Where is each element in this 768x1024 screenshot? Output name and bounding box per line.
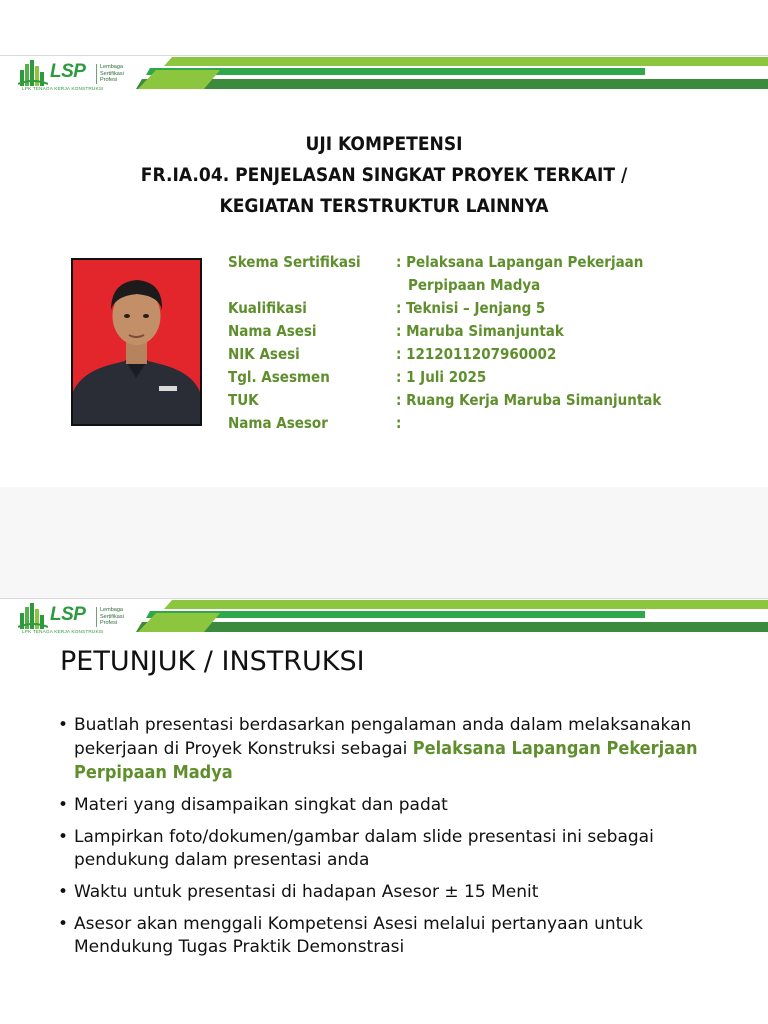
field-value-line: Perpipaan Madya bbox=[408, 276, 541, 294]
slide-1 bbox=[0, 55, 768, 487]
title-line: UJI KOMPETENSI bbox=[305, 133, 463, 155]
field-label: TUK bbox=[228, 391, 259, 409]
field-value: : 1 Juli 2025 bbox=[396, 368, 487, 386]
slide-title bbox=[0, 129, 768, 222]
field-label: NIK Asesi bbox=[228, 345, 300, 363]
logo-wordmark: LSP bbox=[50, 604, 86, 625]
instruction-list bbox=[58, 714, 718, 968]
field-value: : Teknisi – Jenjang 5 bbox=[396, 299, 546, 317]
field-value: : Ruang Kerja Maruba Simanjuntak bbox=[396, 391, 662, 409]
list-item: • Materi yang disampaikan singkat dan padat bbox=[58, 794, 718, 817]
list-item bbox=[58, 714, 718, 785]
logo-sub-line: Profesi bbox=[100, 620, 118, 626]
field-label: Nama Asesi bbox=[228, 322, 317, 340]
field-label: Tgl. Asesmen bbox=[228, 368, 330, 386]
field-value: : 1212011207960002 bbox=[396, 345, 557, 363]
candidate-photo bbox=[71, 258, 202, 426]
logo-wordmark: LSP bbox=[50, 61, 86, 82]
list-item-text: Buatlah presentasi berdasarkan pengalaman anda dalam melaksanakan pekerjaan di Proyek Konstruksi sebagai bbox=[74, 715, 692, 759]
field-label: Nama Asesor bbox=[228, 414, 328, 432]
header-stripes bbox=[0, 598, 768, 643]
slide-header bbox=[0, 598, 768, 643]
logo-sub-line: Lembaga bbox=[100, 64, 123, 70]
list-item: • Waktu untuk presentasi di hadapan Asesor ± 15 Menit bbox=[58, 881, 718, 904]
logo-sub-line: Lembaga bbox=[100, 607, 123, 613]
logo-tagline: LPK TENAGA KERJA KONSTRUKSI bbox=[22, 630, 104, 635]
field-value: : bbox=[396, 414, 402, 432]
field-value: : Maruba Simanjuntak bbox=[396, 322, 564, 340]
logo-tagline: LPK TENAGA KERJA KONSTRUKSI bbox=[22, 87, 104, 92]
slide-gap bbox=[0, 487, 768, 598]
field-value-line: : Pelaksana Lapangan Pekerjaan bbox=[396, 253, 644, 271]
field-value bbox=[396, 251, 696, 297]
list-item: • Lampirkan foto/dokumen/gambar dalam slide presentasi ini sebagai pendukung dalam presentasi anda bbox=[58, 826, 718, 872]
person-photo-icon bbox=[73, 260, 200, 424]
role-highlight: Pelaksana Lapangan Pekerjaan Perpipaan Madya bbox=[74, 738, 698, 783]
logo-sub-line: Sertifikasi bbox=[100, 613, 124, 620]
slide-header bbox=[0, 55, 768, 100]
logo-sub-line: Sertifikasi bbox=[100, 70, 124, 77]
list-item: • Asesor akan menggali Kompetensi Asesi melalui pertanyaan untuk Mendukung Tugas Praktik Demonstrasi bbox=[58, 913, 718, 959]
title-line: FR.IA.04. PENJELASAN SINGKAT PROYEK TERKAIT / bbox=[140, 164, 628, 186]
field-label: Kualifikasi bbox=[228, 299, 307, 317]
instructions-title: PETUNJUK / INSTRUKSI bbox=[60, 646, 365, 677]
slide-2 bbox=[0, 598, 768, 1024]
title-line: KEGIATAN TERSTRUKTUR LAINNYA bbox=[219, 195, 549, 217]
logo-sub-line: Profesi bbox=[100, 77, 118, 83]
header-stripes bbox=[0, 55, 768, 100]
field-label: Skema Sertifikasi bbox=[228, 253, 361, 271]
